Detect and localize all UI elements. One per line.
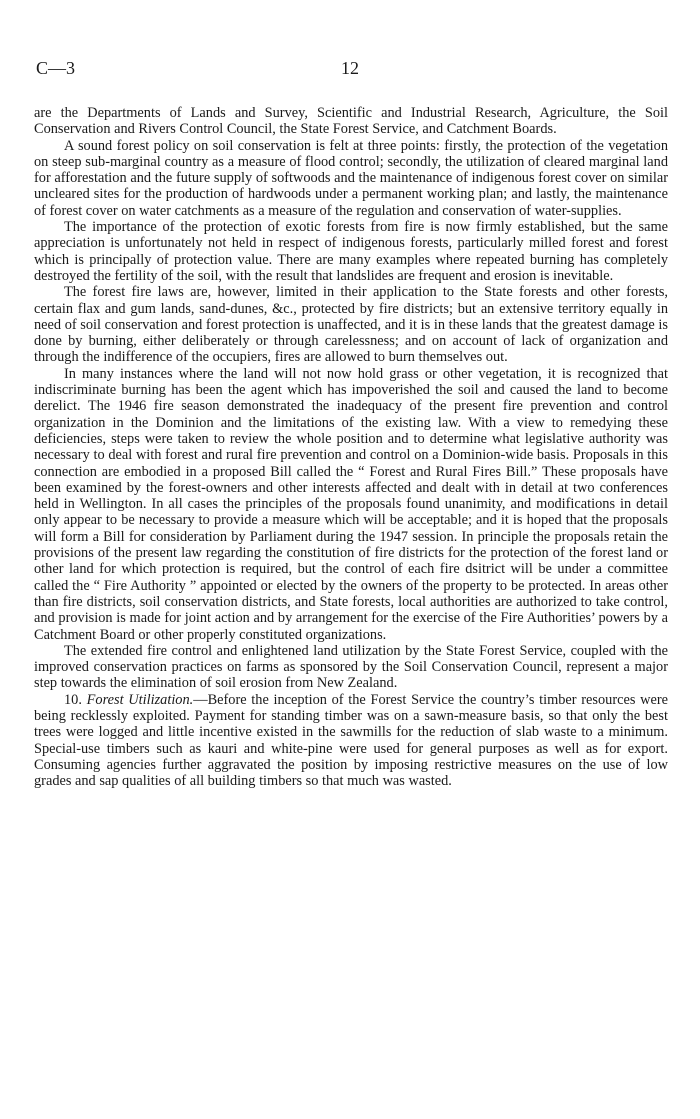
section-text: —Before the inception of the Forest Service the country’s timber resources were being recklessly exploited. Payment for standing timber was on a sawn-measure basis, so that only the best trees were logged and little incentive existed in the sawmills for the reduction of slab waste to a minimum. Special-use timbers such as kauri and white-pine were used for general purposes as well as for export. Consuming agencies further aggravated the position by imposing restrictive measures on the use of low grades and sap qualities of all building timbers so that much was wasted. — [34, 691, 668, 790]
page-header — [34, 58, 668, 88]
section-paragraph — [34, 692, 668, 790]
body-text — [34, 105, 668, 789]
paragraph: A sound forest policy on soil conservation is felt at three points: firstly, the protection of the vegetation on steep sub-marginal country as a measure of flood control; secondly, the utilization of cleared marginal land for afforestation and the future supply of softwoods and the maintenance of indigenous forest cover on similar uncleared sites for the production of hardwoods under a permanent working plan; and lastly, the maintenance of forest cover on water catchments as a measure of the regulation and conservation of water-supplies. — [34, 137, 668, 219]
page-content — [34, 58, 668, 789]
paragraph: are the Departments of Lands and Survey, Scientific and Industrial Research, Agriculture, the Soil Conservation and Rivers Control Council, the State Forest Service, and Catchment Boards. — [34, 105, 668, 138]
page-number: 12 — [341, 58, 359, 78]
section-number: 10. — [64, 691, 82, 708]
paragraph: The importance of the protection of exotic forests from fire is now firmly established, but the same appreciation is unfortunately not held in respect of indigenous forests, particularly milled forest and forest which is principally of protection value. There are many examples where repeated burning has completely destroyed the fertility of the soil, with the result that landslides are frequent and erosion is inevitable. — [34, 219, 668, 284]
paragraph: The forest fire laws are, however, limited in their application to the State forests and other forests, certain flax and gum lands, sand-dunes, &c., protected by fire districts; but an extensive territory equally in need of soil conservation and forest protection is unaffected, and it is in these lands that the greatest damage is done by burning, either deliberately or through carelessness; and on account of lack of organization and through the indifference of the occupiers, fires are allowed to burn themselves out. — [34, 284, 668, 366]
document-reference: C—3 — [36, 58, 76, 78]
paragraph: In many instances where the land will not now hold grass or other vegetation, it is recognized that indiscriminate burning has been the agent which has impoverished the soil and caused the land to become derelict. The 1946 fire season demonstrated the inadequacy of the present fire prevention and control organization in the Dominion and the limitations of the existing law. With a view to remedying these deficiencies, steps were taken to review the whole position and to determine what legislative authority was necessary to deal with forest and rural fire prevention and control on a Dominion-wide basis. Proposals in this connection are embodied in a proposed Bill called the “ Forest and Rural Fires Bill.” These proposals have been examined by the forest-owners and other interests affected and dealt with in detail at two conferences held in Wellington. In all cases the principles of the proposals found unanimity, and modifications in detail only appear to be necessary to provide a measure which will be acceptable; and it is hoped that the proposals will form a Bill for consideration by Parliament during the 1947 session. In principle the proposals retain the provisions of the present law regarding the constitution of fire districts for the protection of the forest land or other land for which protection is required, but the control of each fire dsitrict will be under a committee called the “ Fire Authority ” appointed or elected by the owners of the property to be protected. In areas other than fire districts, soil conservation districts, and State forests, local authorities are authorized to take control, and provision is made for joint action and by arrangement for the exercise of the Fire Authorities’ powers by a Catchment Board or other properly constituted organizations. — [34, 365, 668, 643]
paragraph: The extended fire control and enlightened land utilization by the State Forest Service, coupled with the improved conservation practices on farms as sponsored by the Soil Conservation Council, represent a major step towards the elimination of soil erosion from New Zealand. — [34, 642, 668, 692]
section-heading: Forest Utilization. — [86, 691, 194, 708]
